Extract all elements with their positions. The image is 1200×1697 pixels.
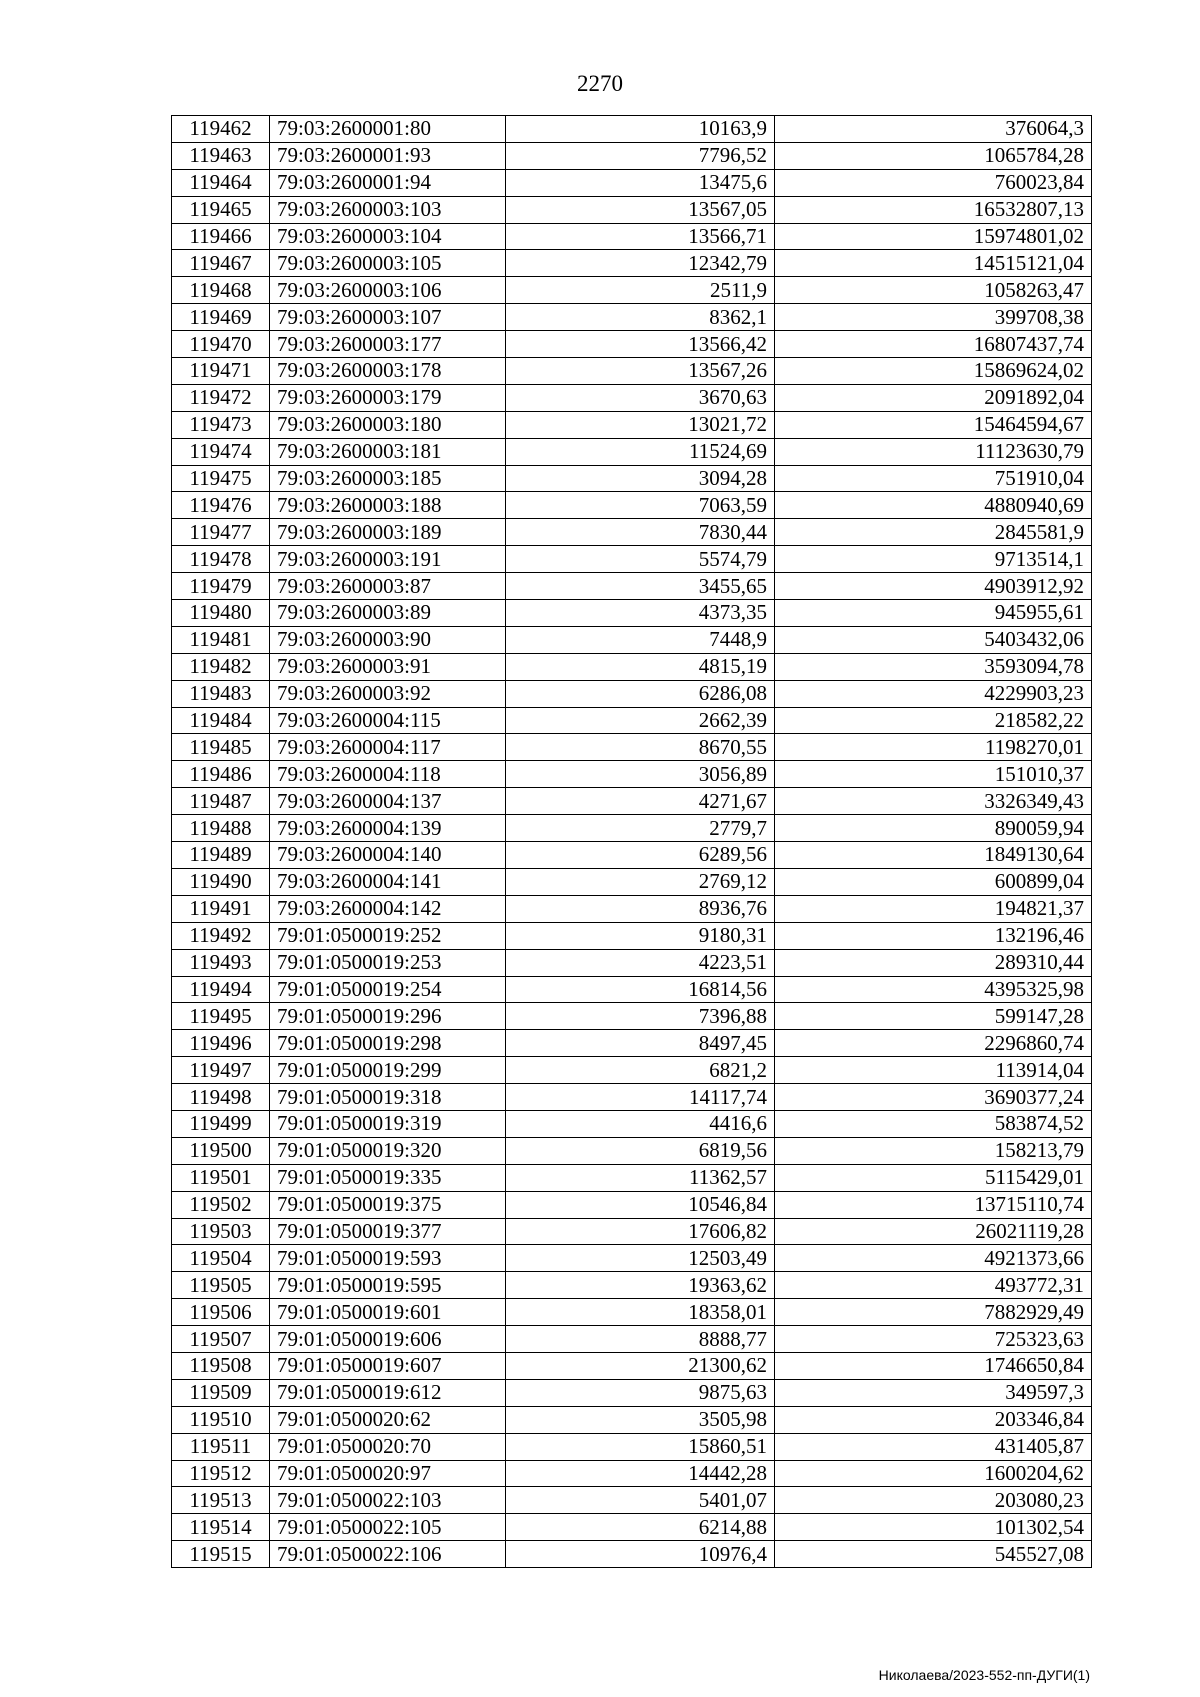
row-number: 119473 <box>172 411 270 438</box>
cadastral-number: 79:01:0500019:377 <box>270 1218 506 1245</box>
cadastral-value: 1600204,62 <box>775 1460 1092 1487</box>
cadastral-number: 79:03:2600003:91 <box>270 653 506 680</box>
table-row <box>172 1003 1092 1030</box>
cadastral-value: 218582,22 <box>775 707 1092 734</box>
cadastral-number: 79:01:0500020:70 <box>270 1433 506 1460</box>
row-number: 119493 <box>172 949 270 976</box>
table-row <box>172 895 1092 922</box>
row-number: 119470 <box>172 331 270 358</box>
cadastral-number: 79:01:0500019:606 <box>270 1326 506 1353</box>
table-row <box>172 1084 1092 1111</box>
area-value: 10163,9 <box>506 116 775 143</box>
area-value: 17606,82 <box>506 1218 775 1245</box>
area-value: 18358,01 <box>506 1299 775 1326</box>
row-number: 119497 <box>172 1057 270 1084</box>
row-number: 119491 <box>172 895 270 922</box>
cadastral-value: 203080,23 <box>775 1487 1092 1514</box>
cadastral-number: 79:01:0500019:320 <box>270 1137 506 1164</box>
row-number: 119489 <box>172 842 270 869</box>
table-row <box>172 250 1092 277</box>
cadastral-value: 26021119,28 <box>775 1218 1092 1245</box>
cadastral-value: 2296860,74 <box>775 1030 1092 1057</box>
area-value: 7063,59 <box>506 492 775 519</box>
area-value: 2769,12 <box>506 868 775 895</box>
row-number: 119499 <box>172 1110 270 1137</box>
cadastral-value: 760023,84 <box>775 169 1092 196</box>
area-value: 3056,89 <box>506 761 775 788</box>
area-value: 8362,1 <box>506 304 775 331</box>
cadastral-value: 101302,54 <box>775 1514 1092 1541</box>
table-row <box>172 1245 1092 1272</box>
area-value: 2662,39 <box>506 707 775 734</box>
cadastral-value: 13715110,74 <box>775 1191 1092 1218</box>
cadastral-value: 15464594,67 <box>775 411 1092 438</box>
area-value: 3094,28 <box>506 465 775 492</box>
cadastral-number: 79:03:2600003:189 <box>270 519 506 546</box>
row-number: 119502 <box>172 1191 270 1218</box>
cadastral-number: 79:03:2600003:107 <box>270 304 506 331</box>
cadastral-value: 4395325,98 <box>775 976 1092 1003</box>
row-number: 119511 <box>172 1433 270 1460</box>
row-number: 119477 <box>172 519 270 546</box>
area-value: 6286,08 <box>506 680 775 707</box>
cadastral-value: 4921373,66 <box>775 1245 1092 1272</box>
cadastral-number: 79:03:2600003:89 <box>270 600 506 627</box>
cadastral-number: 79:01:0500019:335 <box>270 1164 506 1191</box>
cadastral-number: 79:03:2600003:104 <box>270 223 506 250</box>
row-number: 119496 <box>172 1030 270 1057</box>
cadastral-number: 79:01:0500019:298 <box>270 1030 506 1057</box>
cadastral-number: 79:01:0500019:296 <box>270 1003 506 1030</box>
cadastral-number: 79:03:2600004:115 <box>270 707 506 734</box>
table-row <box>172 1218 1092 1245</box>
area-value: 15860,51 <box>506 1433 775 1460</box>
row-number: 119513 <box>172 1487 270 1514</box>
table-row <box>172 358 1092 385</box>
cadastral-table <box>171 115 1092 1568</box>
cadastral-value: 3593094,78 <box>775 653 1092 680</box>
cadastral-number: 79:01:0500019:254 <box>270 976 506 1003</box>
area-value: 11524,69 <box>506 438 775 465</box>
cadastral-number: 79:01:0500019:319 <box>270 1110 506 1137</box>
document-reference: Николаева/2023-552-пп-ДУГИ(1) <box>878 1667 1090 1683</box>
table-row <box>172 223 1092 250</box>
area-value: 4223,51 <box>506 949 775 976</box>
row-number: 119465 <box>172 196 270 223</box>
area-value: 13475,6 <box>506 169 775 196</box>
cadastral-value: 113914,04 <box>775 1057 1092 1084</box>
cadastral-number: 79:03:2600003:106 <box>270 277 506 304</box>
cadastral-value: 2845581,9 <box>775 519 1092 546</box>
row-number: 119487 <box>172 788 270 815</box>
area-value: 11362,57 <box>506 1164 775 1191</box>
table-row <box>172 680 1092 707</box>
area-value: 12342,79 <box>506 250 775 277</box>
row-number: 119506 <box>172 1299 270 1326</box>
cadastral-number: 79:01:0500020:97 <box>270 1460 506 1487</box>
cadastral-value: 545527,08 <box>775 1541 1092 1568</box>
row-number: 119479 <box>172 573 270 600</box>
row-number: 119464 <box>172 169 270 196</box>
cadastral-number: 79:03:2600004:117 <box>270 734 506 761</box>
cadastral-value: 16532807,13 <box>775 196 1092 223</box>
cadastral-number: 79:01:0500019:299 <box>270 1057 506 1084</box>
cadastral-value: 1198270,01 <box>775 734 1092 761</box>
table-row <box>172 142 1092 169</box>
cadastral-number: 79:03:2600003:185 <box>270 465 506 492</box>
area-value: 12503,49 <box>506 1245 775 1272</box>
table-row <box>172 707 1092 734</box>
cadastral-value: 431405,87 <box>775 1433 1092 1460</box>
area-value: 16814,56 <box>506 976 775 1003</box>
cadastral-number: 79:03:2600001:93 <box>270 142 506 169</box>
row-number: 119486 <box>172 761 270 788</box>
row-number: 119466 <box>172 223 270 250</box>
cadastral-value: 599147,28 <box>775 1003 1092 1030</box>
row-number: 119483 <box>172 680 270 707</box>
area-value: 13567,05 <box>506 196 775 223</box>
cadastral-value: 493772,31 <box>775 1272 1092 1299</box>
table-row <box>172 411 1092 438</box>
area-value: 7396,88 <box>506 1003 775 1030</box>
cadastral-number: 79:03:2600003:177 <box>270 331 506 358</box>
cadastral-number: 79:01:0500019:252 <box>270 922 506 949</box>
table-row <box>172 1514 1092 1541</box>
row-number: 119510 <box>172 1406 270 1433</box>
cadastral-value: 3690377,24 <box>775 1084 1092 1111</box>
table-row <box>172 196 1092 223</box>
area-value: 13566,42 <box>506 331 775 358</box>
table-row <box>172 868 1092 895</box>
cadastral-value: 751910,04 <box>775 465 1092 492</box>
cadastral-number: 79:03:2600003:181 <box>270 438 506 465</box>
cadastral-value: 4880940,69 <box>775 492 1092 519</box>
row-number: 119462 <box>172 116 270 143</box>
table-row <box>172 465 1092 492</box>
area-value: 3670,63 <box>506 384 775 411</box>
cadastral-number: 79:03:2600004:137 <box>270 788 506 815</box>
row-number: 119495 <box>172 1003 270 1030</box>
cadastral-number: 79:03:2600003:180 <box>270 411 506 438</box>
cadastral-number: 79:03:2600004:141 <box>270 868 506 895</box>
area-value: 2511,9 <box>506 277 775 304</box>
area-value: 3455,65 <box>506 573 775 600</box>
cadastral-value: 15974801,02 <box>775 223 1092 250</box>
cadastral-value: 349597,3 <box>775 1379 1092 1406</box>
table-row <box>172 1406 1092 1433</box>
cadastral-number: 79:01:0500019:318 <box>270 1084 506 1111</box>
cadastral-number: 79:03:2600001:80 <box>270 116 506 143</box>
table-row <box>172 1326 1092 1353</box>
cadastral-number: 79:03:2600001:94 <box>270 169 506 196</box>
row-number: 119494 <box>172 976 270 1003</box>
table-row <box>172 626 1092 653</box>
table-row <box>172 304 1092 331</box>
cadastral-value: 583874,52 <box>775 1110 1092 1137</box>
cadastral-value: 600899,04 <box>775 868 1092 895</box>
cadastral-number: 79:03:2600003:178 <box>270 358 506 385</box>
row-number: 119463 <box>172 142 270 169</box>
cadastral-number: 79:03:2600003:103 <box>270 196 506 223</box>
cadastral-number: 79:01:0500019:253 <box>270 949 506 976</box>
table-body <box>172 116 1092 1568</box>
cadastral-number: 79:01:0500022:106 <box>270 1541 506 1568</box>
cadastral-number: 79:01:0500019:607 <box>270 1352 506 1379</box>
row-number: 119480 <box>172 600 270 627</box>
area-value: 10976,4 <box>506 1541 775 1568</box>
cadastral-value: 1065784,28 <box>775 142 1092 169</box>
cadastral-value: 5403432,06 <box>775 626 1092 653</box>
table-row <box>172 815 1092 842</box>
table-row <box>172 1137 1092 1164</box>
area-value: 3505,98 <box>506 1406 775 1433</box>
cadastral-value: 158213,79 <box>775 1137 1092 1164</box>
table-row <box>172 1164 1092 1191</box>
table-row <box>172 519 1092 546</box>
cadastral-number: 79:03:2600004:118 <box>270 761 506 788</box>
area-value: 7796,52 <box>506 142 775 169</box>
cadastral-number: 79:01:0500019:612 <box>270 1379 506 1406</box>
table-row <box>172 1299 1092 1326</box>
page-number: 2270 <box>577 71 623 96</box>
row-number: 119500 <box>172 1137 270 1164</box>
row-number: 119481 <box>172 626 270 653</box>
row-number: 119472 <box>172 384 270 411</box>
row-number: 119475 <box>172 465 270 492</box>
row-number: 119488 <box>172 815 270 842</box>
cadastral-number: 79:01:0500022:105 <box>270 1514 506 1541</box>
area-value: 8936,76 <box>506 895 775 922</box>
cadastral-value: 14515121,04 <box>775 250 1092 277</box>
table-row <box>172 600 1092 627</box>
cadastral-value: 1058263,47 <box>775 277 1092 304</box>
table-row <box>172 1110 1092 1137</box>
area-value: 6819,56 <box>506 1137 775 1164</box>
table-row <box>172 331 1092 358</box>
cadastral-number: 79:01:0500022:103 <box>270 1487 506 1514</box>
area-value: 4373,35 <box>506 600 775 627</box>
area-value: 19363,62 <box>506 1272 775 1299</box>
row-number: 119507 <box>172 1326 270 1353</box>
table-row <box>172 1379 1092 1406</box>
cadastral-value: 203346,84 <box>775 1406 1092 1433</box>
cadastral-value: 151010,37 <box>775 761 1092 788</box>
table-row <box>172 922 1092 949</box>
row-number: 119469 <box>172 304 270 331</box>
area-value: 9180,31 <box>506 922 775 949</box>
cadastral-number: 79:03:2600003:87 <box>270 573 506 600</box>
row-number: 119498 <box>172 1084 270 1111</box>
row-number: 119485 <box>172 734 270 761</box>
cadastral-value: 4229903,23 <box>775 680 1092 707</box>
cadastral-number: 79:01:0500019:593 <box>270 1245 506 1272</box>
area-value: 6821,2 <box>506 1057 775 1084</box>
area-value: 13021,72 <box>506 411 775 438</box>
cadastral-number: 79:03:2600004:140 <box>270 842 506 869</box>
table-row <box>172 1352 1092 1379</box>
table-row <box>172 1272 1092 1299</box>
row-number: 119474 <box>172 438 270 465</box>
cadastral-value: 9713514,1 <box>775 546 1092 573</box>
area-value: 13567,26 <box>506 358 775 385</box>
table-row <box>172 761 1092 788</box>
cadastral-value: 194821,37 <box>775 895 1092 922</box>
area-value: 8497,45 <box>506 1030 775 1057</box>
cadastral-number: 79:03:2600003:92 <box>270 680 506 707</box>
table-row <box>172 1487 1092 1514</box>
cadastral-value: 2091892,04 <box>775 384 1092 411</box>
table-row <box>172 734 1092 761</box>
cadastral-value: 890059,94 <box>775 815 1092 842</box>
area-value: 14117,74 <box>506 1084 775 1111</box>
row-number: 119504 <box>172 1245 270 1272</box>
row-number: 119492 <box>172 922 270 949</box>
cadastral-number: 79:03:2600003:188 <box>270 492 506 519</box>
table-row <box>172 116 1092 143</box>
area-value: 7830,44 <box>506 519 775 546</box>
table-row <box>172 384 1092 411</box>
table-row <box>172 1191 1092 1218</box>
table-row <box>172 1057 1092 1084</box>
table-row <box>172 1541 1092 1568</box>
cadastral-number: 79:03:2600003:179 <box>270 384 506 411</box>
cadastral-value: 1849130,64 <box>775 842 1092 869</box>
table-row <box>172 1433 1092 1460</box>
cadastral-value: 725323,63 <box>775 1326 1092 1353</box>
area-value: 4416,6 <box>506 1110 775 1137</box>
cadastral-value: 5115429,01 <box>775 1164 1092 1191</box>
area-value: 4271,67 <box>506 788 775 815</box>
row-number: 119508 <box>172 1352 270 1379</box>
area-value: 5401,07 <box>506 1487 775 1514</box>
row-number: 119468 <box>172 277 270 304</box>
area-value: 9875,63 <box>506 1379 775 1406</box>
cadastral-value: 15869624,02 <box>775 358 1092 385</box>
area-value: 5574,79 <box>506 546 775 573</box>
cadastral-number: 79:03:2600004:142 <box>270 895 506 922</box>
row-number: 119503 <box>172 1218 270 1245</box>
row-number: 119501 <box>172 1164 270 1191</box>
cadastral-value: 945955,61 <box>775 600 1092 627</box>
area-value: 7448,9 <box>506 626 775 653</box>
cadastral-value: 1746650,84 <box>775 1352 1092 1379</box>
area-value: 13566,71 <box>506 223 775 250</box>
cadastral-value: 399708,38 <box>775 304 1092 331</box>
area-value: 8670,55 <box>506 734 775 761</box>
row-number: 119484 <box>172 707 270 734</box>
cadastral-number: 79:01:0500019:595 <box>270 1272 506 1299</box>
cadastral-number: 79:03:2600003:191 <box>270 546 506 573</box>
table-row <box>172 573 1092 600</box>
table-row <box>172 788 1092 815</box>
area-value: 10546,84 <box>506 1191 775 1218</box>
table-row <box>172 492 1092 519</box>
cadastral-value: 376064,3 <box>775 116 1092 143</box>
cadastral-value: 16807437,74 <box>775 331 1092 358</box>
table-row <box>172 169 1092 196</box>
cadastral-value: 4903912,92 <box>775 573 1092 600</box>
row-number: 119515 <box>172 1541 270 1568</box>
row-number: 119514 <box>172 1514 270 1541</box>
table-row <box>172 842 1092 869</box>
table-row <box>172 438 1092 465</box>
cadastral-number: 79:01:0500019:601 <box>270 1299 506 1326</box>
table-row <box>172 949 1092 976</box>
area-value: 6214,88 <box>506 1514 775 1541</box>
table-row <box>172 1030 1092 1057</box>
area-value: 14442,28 <box>506 1460 775 1487</box>
table-row <box>172 277 1092 304</box>
cadastral-value: 11123630,79 <box>775 438 1092 465</box>
cadastral-value: 3326349,43 <box>775 788 1092 815</box>
cadastral-number: 79:03:2600003:90 <box>270 626 506 653</box>
area-value: 2779,7 <box>506 815 775 842</box>
row-number: 119482 <box>172 653 270 680</box>
cadastral-number: 79:03:2600003:105 <box>270 250 506 277</box>
row-number: 119505 <box>172 1272 270 1299</box>
row-number: 119490 <box>172 868 270 895</box>
cadastral-number: 79:03:2600004:139 <box>270 815 506 842</box>
table-row <box>172 1460 1092 1487</box>
cadastral-value: 7882929,49 <box>775 1299 1092 1326</box>
area-value: 4815,19 <box>506 653 775 680</box>
area-value: 6289,56 <box>506 842 775 869</box>
table-row <box>172 653 1092 680</box>
cadastral-number: 79:01:0500019:375 <box>270 1191 506 1218</box>
table-row <box>172 546 1092 573</box>
area-value: 8888,77 <box>506 1326 775 1353</box>
row-number: 119476 <box>172 492 270 519</box>
row-number: 119471 <box>172 358 270 385</box>
row-number: 119467 <box>172 250 270 277</box>
row-number: 119509 <box>172 1379 270 1406</box>
area-value: 21300,62 <box>506 1352 775 1379</box>
row-number: 119512 <box>172 1460 270 1487</box>
table-row <box>172 976 1092 1003</box>
cadastral-value: 289310,44 <box>775 949 1092 976</box>
cadastral-value: 132196,46 <box>775 922 1092 949</box>
cadastral-number: 79:01:0500020:62 <box>270 1406 506 1433</box>
row-number: 119478 <box>172 546 270 573</box>
